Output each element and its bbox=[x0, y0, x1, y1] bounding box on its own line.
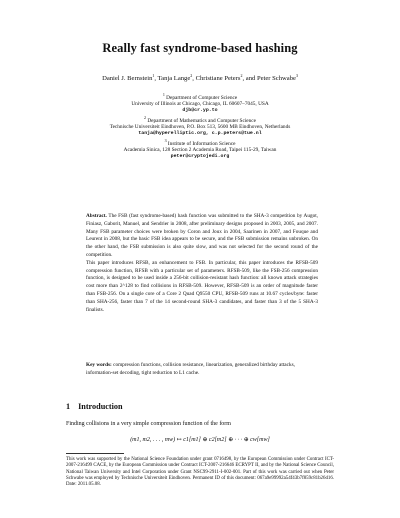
author-mark: 3 bbox=[295, 73, 298, 78]
section-title: Introduction bbox=[78, 402, 123, 411]
author-mark: 1 bbox=[152, 73, 155, 78]
section-number: 1 bbox=[66, 402, 71, 411]
abstract-paragraph-2: This paper introduces RFSB, an enhancement to FSB. In particular, this paper introduces the RFSB-509 compression function, RFSB with a particular set of parameters. RFSB-509, like the FSB-256 compression function, is designed to be used inside a 256-bit collision-resistant hash function: all known attack strategies cost more than 2^128 to find collisions in RFSB-509. However, RFSB-509 is an order of magnitude faster than FSB-256. On a single core of a Core 2 Quad Q9550 CPU, RFSB-509 runs at 10.67 cycles/byte: faster than SHA-256, faster than 7 of the 14 second-round SHA-3 candidates, and faster than 3 of the 5 SHA-3 finalists. bbox=[86, 259, 318, 313]
footnote-rule bbox=[66, 453, 124, 454]
affiliation-line: Institute of Information Science bbox=[167, 140, 236, 147]
compression-formula: (m1, m2, . . . , mw) ↦ c1[m1] ⊕ c2[m2] ⊕ · · · ⊕ cw[mw] bbox=[130, 437, 270, 443]
affiliation-email: djb@cr.yp.to bbox=[182, 107, 218, 113]
affiliation-line: Academia Sinica, 128 Section 2 Academia Road, Taipei 115-29, Taiwan bbox=[123, 147, 277, 154]
intro-text: Finding collisions in a very simple compression function of the form bbox=[66, 421, 231, 427]
author-name: Christiane Peters bbox=[195, 75, 241, 83]
affiliation-line: Department of Mathematics and Computer Science bbox=[147, 117, 257, 124]
paper-title: Really fast syndrome-based hashing bbox=[102, 41, 298, 55]
affiliation-2 bbox=[0, 115, 400, 138]
affiliation-email: tanja@hyperelliptic.org, c.p.peters@tue.nl bbox=[138, 130, 262, 136]
author-name: Peter Schwabe bbox=[256, 75, 296, 83]
affiliation-mark: 1 bbox=[162, 92, 165, 97]
affiliation-mark: 3 bbox=[164, 138, 167, 143]
keywords-label: Key words: bbox=[86, 362, 112, 368]
author-separator: , bbox=[192, 75, 196, 83]
author-name: Tanja Lange bbox=[157, 75, 191, 83]
affiliation-3 bbox=[0, 138, 400, 161]
author-separator: , bbox=[154, 75, 158, 83]
keywords bbox=[86, 362, 318, 378]
affiliation-1 bbox=[0, 92, 400, 115]
author-mark: 2 bbox=[240, 73, 243, 78]
affiliation-line: University of Illinois at Chicago, Chicago, IL 60607–7045, USA bbox=[131, 101, 269, 108]
abstract bbox=[86, 213, 318, 314]
affiliation-email: peter@cryptojedi.org bbox=[170, 153, 230, 159]
author-list bbox=[0, 73, 400, 82]
affiliation-mark: 2 bbox=[143, 115, 146, 120]
affiliation-line: Technische Universiteit Eindhoven, P.O. Box 513, 5600 MB Eindhoven, Netherlands bbox=[109, 124, 291, 131]
affiliation-line: Department of Computer Science bbox=[166, 94, 238, 101]
abstract-paragraph-1: The FSB (fast syndrome-based) hash function was submitted to the SHA-3 competition by Augot, Finiasz, Gaborit, Manuel, and Sendrier in 2008, after preliminary designs proposed in 2003, 2005, and 2007. Many FSB parameter choices were broken by Coron and Joux in 2004, Saarinen in 2007, and Fouque and Leurent in 2008, but the basic FSB idea appears to be secure, and the FSB submission remains unbroken. On the other hand, the FSB submission is also quite slow, and was not selected for the second round of the competition. bbox=[86, 213, 318, 258]
section-heading bbox=[66, 402, 123, 411]
author-separator: , and bbox=[242, 75, 257, 83]
author-mark: 2 bbox=[190, 73, 193, 78]
keywords-text: compression functions, collision resistance, linearization, generalized birthday attacks, information-set decoding, tight reduction to L1 cache. bbox=[86, 362, 295, 376]
author-name: Daniel J. Bernstein bbox=[102, 75, 153, 83]
abstract-label: Abstract. bbox=[86, 213, 107, 219]
footnote: This work was supported by the National Science Foundation under grant 0716498, by the European Commission under Contract ICT-2007-216499 CACE, by the European Commission under Contract ICT-2007-216646 ECRYPT II, and by the National Science Council, National Taiwan University and Intel Corporation under Grant NSC99-2911-I-002-001. Part of this work was carried out when Peter Schwabe was employed by Technische Universiteit Eindhoven. Permanent ID of this document: 067a9e99992a54f43b7f859c81b26d16. Date: 2011.05.08. bbox=[66, 457, 334, 488]
